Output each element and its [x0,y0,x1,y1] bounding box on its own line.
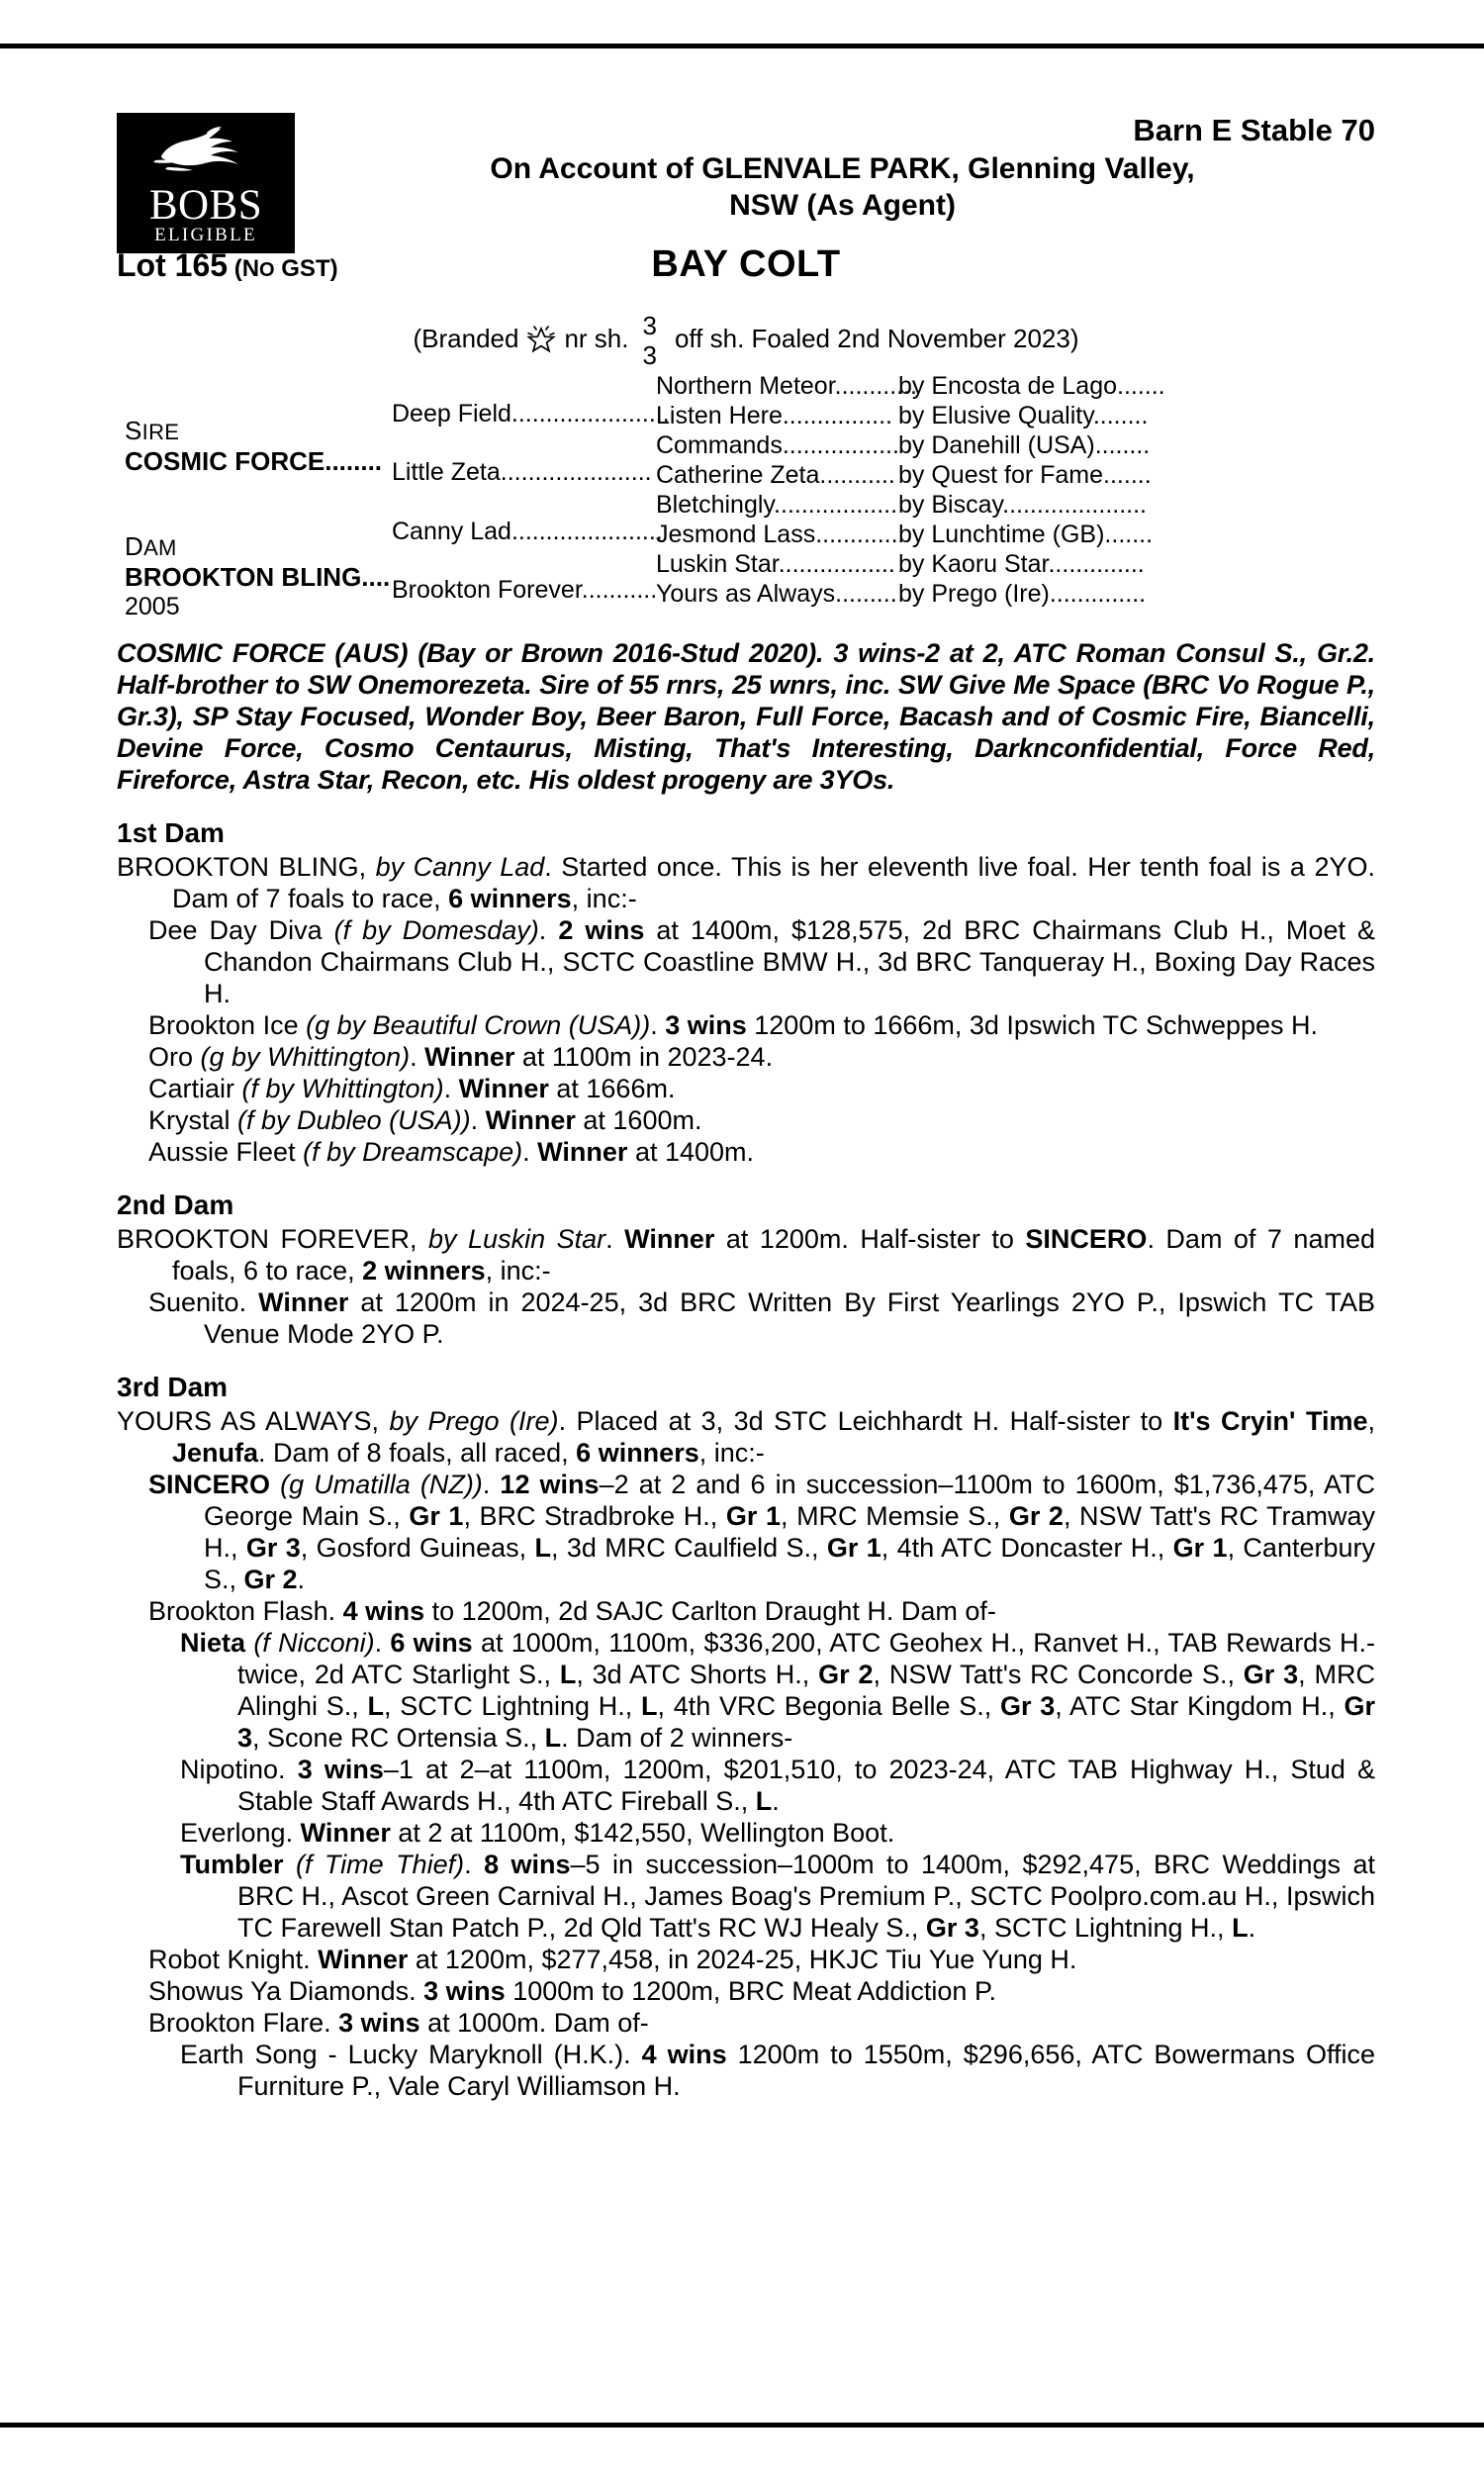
dam-year: 2005 [125,593,180,620]
page-content [117,91,1375,2102]
dam-name: BROOKTON BLING.... [125,562,391,592]
brand-number-fraction [642,311,656,370]
progeny-entry: Nieta (f Nicconi). 6 wins at 1000m, 1100m, $336,200, ATC Geohex H., Ranvet H., TAB Rewards H.-twice, 2d ATC Starlight S., L, 3d ATC Shorts H., Gr 2, NSW Tatt's RC Concorde S., Gr 3, MRC Alinghi S., L, SCTC Lightning H., L, 4th VRC Begonia Belle S., Gr 3, ATC Star Kingdom H., Gr 3, Scone RC Ortensia S., L. Dam of 2 winners- [180,1628,1376,1753]
bobs-eligible-logo [117,113,295,253]
progeny-entry: Robot Knight. Winner at 1200m, $277,458, in 2024-25, HKJC Tiu Yue Yung H. [148,1945,1077,1974]
pedigree-g3-2: Commands................. [656,431,899,459]
pedigree-g2-0: Deep Field....................... [392,400,670,428]
sire-label: SIRE [125,416,180,445]
pedigree-table [117,372,1375,627]
progeny-entry: Krystal (f by Dubleo (USA)). Winner at 1600m. [148,1105,702,1135]
pedigree-g3-4: Bletchingly.................. [656,491,898,519]
pedigree-g3-3: Catherine Zeta........... [656,461,895,489]
sire-block [125,416,382,477]
sire-name: COSMIC FORCE........ [125,446,383,476]
pedigree-g3-5: Jesmond Lass............. [656,521,905,548]
dam-block [125,531,390,621]
dam-sections [117,817,1375,2102]
sire-summary-paragraph: COSMIC FORCE (AUS) (Bay or Brown 2016-Stud 2020). 3 wins-2 at 2, ATC Roman Consul S., Gr.2. Half-brother to SW Onemorezeta. Sire of 55 rnrs, 25 wnrs, inc. SW Give Me Space (BRC Vo Rogue P., Gr.3), SP Stay Focused, Wonder Boy, Beer Baron, Full Force, Bacash and of Cosmic Fire, Biancelli, Devine Force, Cosmo Centaurus, Misting, That's Interesting, Darknconfidential, Force Red, Fireforce, Astra Star, Recon, etc. His oldest progeny are 3YOs. [117,638,1375,795]
pedigree-g4-5: by Lunchtime (GB)....... [898,521,1154,548]
progeny-entry: Showus Ya Diamonds. 3 wins 1000m to 1200m, BRC Meat Addiction P. [148,1976,996,2006]
pedigree-g4-7: by Prego (Ire).............. [898,580,1147,608]
progeny-entry: Tumbler (f Time Thief). 8 wins–5 in succession–1000m to 1400m, $292,475, BRC Weddings at BRC H., Ascot Green Carnival H., James Boag's Premium P., SCTC Poolpro.com.au H., Ipswich TC Farewell Stan Patch P., 2d Qld Tatt's RC WJ Healy S., Gr 3, SCTC Lightning H., L. [180,1850,1375,1943]
progeny-entry: Brookton Flash. 4 wins to 1200m, 2d SAJC Carlton Draught H. Dam of- [148,1596,996,1626]
branded-suffix: off sh. Foaled 2nd November 2023) [674,324,1079,353]
progeny-entry: Cartiair (f by Whittington). Winner at 1666m. [148,1074,676,1103]
brand-number-top: 3 [642,311,657,340]
pedigree-g4-4: by Biscay..................... [898,491,1148,519]
logo-wordmark: BOBS [148,182,263,229]
pedigree-g3-0: Northern Meteor............ [656,372,917,400]
progeny-entry: Suenito. Winner at 1200m in 2024-25, 3d BRC Written By First Yearlings 2YO P., Ipswich TC TAB Venue Mode 2YO P. [148,1287,1375,1349]
pedigree-g2-2: Canny Lad...................... [392,518,663,545]
pedigree-g4-3: by Quest for Fame....... [898,461,1152,489]
pedigree-g4-1: by Elusive Quality........ [898,402,1149,429]
pedigree-g3-6: Luskin Star................. [656,550,895,578]
dam-heading: 3rd Dam [117,1372,229,1402]
lot-gst-note: (NO GST) [228,255,338,282]
pedigree-g4-0: by Encosta de Lago....... [898,372,1165,400]
horse-head-icon [147,127,264,183]
progeny-entry: Brookton Ice (g by Beautiful Crown (USA)). 3 wins 1200m to 1666m, 3d Ipswich TC Schweppes H. [148,1010,1319,1040]
branded-mid: nr sh. [564,324,629,353]
lot-title-row [117,243,1375,305]
branded-prefix: (Branded [413,324,519,353]
vendor-account-line-1: On Account of GLENVALE PARK, Glenning Valley, [490,152,1195,185]
brand-number-bottom: 3 [642,340,657,370]
dam-label: DAM [125,531,177,561]
top-divider-rule [0,44,1484,48]
progeny-entry: Everlong. Winner at 2 at 1100m, $142,550, Wellington Boot. [180,1818,895,1848]
dam-lead-paragraph: BROOKTON FOREVER, by Luskin Star. Winner at 1200m. Half-sister to SINCERO. Dam of 7 named foals, 6 to race, 2 winners, inc:- [117,1224,1375,1285]
dam-lead-paragraph: BROOKTON BLING, by Canny Lad. Started once. This is her eleventh live foal. Her tenth foal is a 2YO. Dam of 7 foals to race, 6 winners, inc:- [117,852,1375,913]
progeny-entry: Dee Day Diva (f by Domesday). 2 wins at 1400m, $128,575, 2d BRC Chairmans Club H., Moet & Chandon Chairmans Club H., SCTC Coastline BMW H., 3d BRC Tanqueray H., Boxing Day Races H. [148,915,1375,1008]
dam-heading: 1st Dam [117,817,225,848]
vendor-account-line-2: NSW (As Agent) [729,189,956,222]
pedigree-g4-6: by Kaoru Star.............. [898,550,1145,578]
page-title: BAY COLT [651,243,841,285]
bottom-divider-rule [0,2423,1484,2427]
dam-heading: 2nd Dam [117,1189,234,1220]
lot-number-text: Lot 165 [117,247,229,283]
progeny-entry: Earth Song - Lucky Maryknoll (H.K.). 4 wins 1200m to 1550m, $296,656, ATC Bowermans Office Furniture P., Vale Caryl Williamson H. [180,2040,1375,2101]
pedigree-g3-7: Yours as Always......... [656,580,897,608]
progeny-entry: Nipotino. 3 wins–1 at 2–at 1100m, 1200m, $201,510, to 2023-24, ATC TAB Highway H., Stud & Stable Staff Awards H., 4th ATC Fireball S., L. [180,1755,1375,1816]
barn-stable-label: Barn E Stable 70 [1133,113,1375,147]
progeny-entry: SINCERO (g Umatilla (NZ)). 12 wins–2 at 2 and 6 in succession–1100m to 1600m, $1,736,475, ATC George Main S., Gr 1, BRC Stradbroke H., Gr 1, MRC Memsie S., Gr 2, NSW Tatt's RC Tramway H., Gr 3, Gosford Guineas, L, 3d MRC Caulfield S., Gr 1, 4th ATC Doncaster H., Gr 1, Canterbury S., Gr 2. [148,1470,1375,1594]
progeny-entry: Aussie Fleet (f by Dreamscape). Winner at 1400m. [148,1137,755,1167]
branding-line [117,309,1375,372]
pedigree-g2-3: Brookton Forever........... [392,576,658,604]
progeny-entry: Brookton Flare. 3 wins at 1000m. Dam of- [148,2008,649,2038]
vendor-account-block [310,150,1375,224]
logo-subtext: ELIGIBLE [154,225,257,245]
pedigree-g3-1: Listen Here................ [656,402,892,429]
pedigree-g4-2: by Danehill (USA)........ [898,431,1151,459]
progeny-entry: Oro (g by Whittington). Winner at 1100m in 2023-24. [148,1042,774,1072]
dam-lead-paragraph: YOURS AS ALWAYS, by Prego (Ire). Placed at 3, 3d STC Leichhardt H. Half-sister to It's Cryin' Time, Jenufa. Dam of 8 foals, all raced, 6 winners, inc:- [117,1406,1375,1468]
pedigree-g2-1: Little Zeta...................... [392,458,652,486]
page-header [117,91,1375,245]
brand-star-icon [524,324,558,353]
